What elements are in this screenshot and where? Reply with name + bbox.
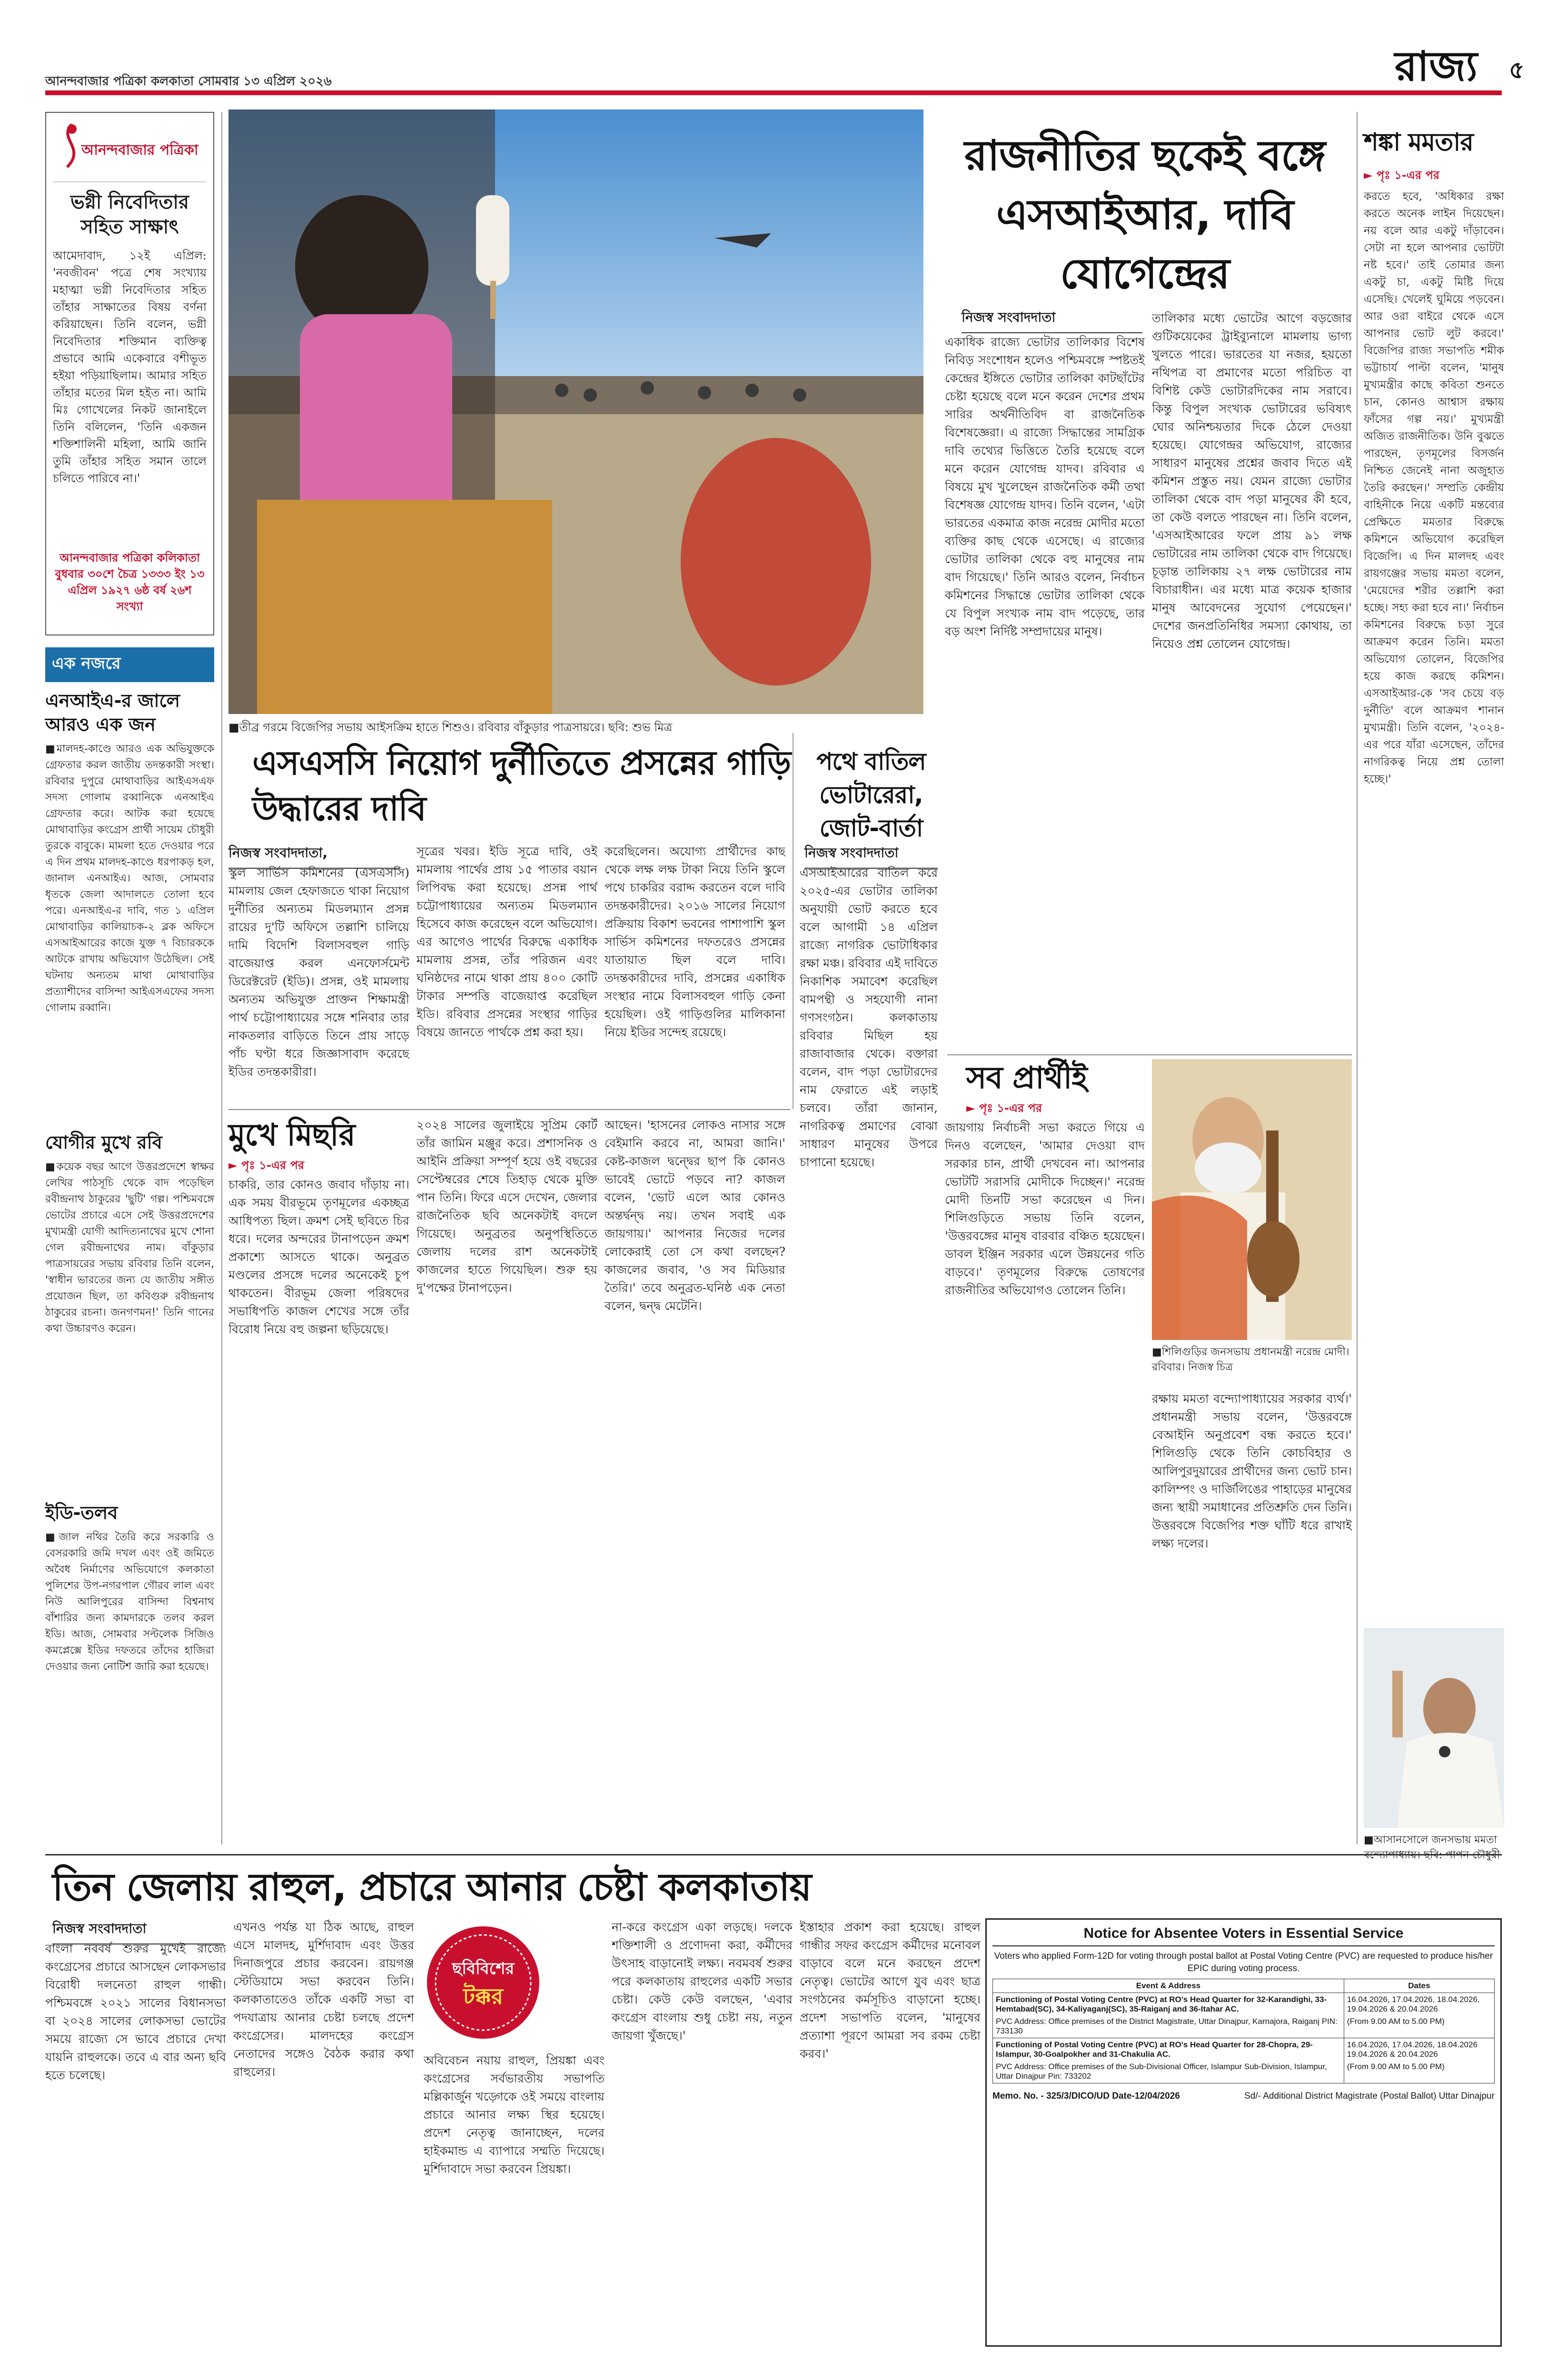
ssc-headline: এসএসসি নিয়োগ দুর্নীতিতে প্রসন্নের গাড়ি উদ্ধারের দাবি: [252, 744, 791, 828]
notice-title: Notice for Absentee Voters in Essential Service: [992, 1925, 1495, 1946]
mukhe-col-3: আছেন। 'হাসনের লোকও নাসার সঙ্গে বেইমানি করবে না, আমরা জানি।' কেষ্ট-কাজল দ্বন্দ্বের ছাপ কি কোনও ভাবেই ভোটে পড়বে না? কাজল বলেন, 'ভোট এলে আর কোনও অন্তর্দ্বন্দ্ব নয়। তখন সবাই এক জায়গায়।' আপনার নিজের দলের লোকেরাই তো সে কথা বলছেন? কাজলের জবাব, 'ও সব মিডিয়ার তৈরি।' তবে অনুব্রত-ঘনিষ্ঠ এক নেতা বলেন, দ্বন্দ্ব মেটেনি।: [605, 1118, 785, 1313]
section-logo: [1395, 45, 1499, 88]
bottom-badge: [424, 1923, 543, 2042]
notice-col-event: Event & Address: [993, 1979, 1344, 1993]
mamata-photo: [1364, 1628, 1504, 1828]
shanka-continuation: ► পৃঃ ১-এর পর: [1364, 169, 1440, 182]
mukhe-col-2: ২০২৪ সালের জুলাইয়ে সুপ্রিম কোর্ট তাঁর জামিন মঞ্জুর করে। প্রশাসনিক ও আইনি প্রক্রিয়া সম্পূর্ণ হয়ে ওই বছরের সেপ্টেম্বরের শেষে তিহাড় থেকে মুক্তি পান তিনি। ফিরে এসে দেখেন, জেলার রাজনৈতিক ছবি অনেকটাই বদলে গিয়েছে। অনুব্রতর অনুপস্থিতিতে জেলায় দলের রাশ অনেকটাই কাজলের হাতে গিয়েছিল। শুরু হয় দু'পক্ষের টানাপড়েন।: [416, 1118, 597, 1295]
bottom-headline: তিন জেলায় রাহুল, প্রচারে আনার চেষ্টা কলকাতায়: [52, 1865, 812, 1909]
badge-line-2: টক্কর: [463, 1983, 504, 2009]
main-photo-caption: ■তীব্র গরমে বিজেপির সভায় আইসক্রিম হাতে শিশুও। রবিবার বাঁকুড়ার পাত্রসায়রে। ছবি: শুভ মিত্র: [228, 721, 673, 734]
lead-right-divider: [1357, 112, 1358, 1844]
modi-caption: ■শিলিগুড়ির জনসভায় প্রধানমন্ত্রী নরেন্দ্র মোদী। রবিবার। নিজস্ব চিত্র: [1152, 1346, 1349, 1373]
notice-row2-time: (From 9.00 AM to 5.00 PM): [1347, 2062, 1445, 2071]
sidebar-divider: [221, 112, 222, 1844]
modi-photo: [1152, 1059, 1352, 1340]
ssc-col-1: স্কুল সার্ভিস কমিশনের (এসএসসি) মামলায় জেল হেফাজতে থাকা নিয়োগ দুর্নীতির অন্যতম মিডলম্যান প্রসন্ন রায়ের দু'টি অফিসে তল্লাশি চালিয়ে দামি বিদেশি বিলাসবহুল গাড়ি বাজেয়াপ্ত করল এনফোর্সমেন্ট ডিরেক্টরেট (ইডি)। প্রসন্ন, ওই মামলায় অন্যতম অভিযুক্ত প্রাক্তন শিক্ষামন্ত্রী পার্থ চট্টোপাধ্যায়ের সঙ্গে শনিবার তার নাকতলার বাড়িতে তিনে প্রায় সাড়ে পাঁচ ঘণ্টা ধরে জিজ্ঞাসাবাদ করেছে ইডির তদন্তকারীরা।: [228, 866, 409, 1079]
ssc-byline: নিজস্ব সংবাদদাতা,: [228, 843, 400, 869]
ssc-col-2: সূত্রের খবর। ইডি সূত্রে দাবি, ওই মামলায় পার্থের প্রায় ১৫ পাতার বয়ান লিপিবদ্ধ করা হয়েছে। প্রসন্ন পার্থ চট্টোপাধ্যায়ের অন্যতম মিডলম্যান হিসেবে কাজ করেছেন বলে অভিযোগ। এর আগেও পার্থের বিরুদ্ধে একাধিক মামলায় প্রসন্ন, তাঁর পরিজন এবং ঘনিষ্ঠদের নামে থাকা প্রায় ৪০০ কোটি টাকার সম্পত্তি বাজেয়াপ্ত করেছিল ইডি। রবিবার প্রসন্নের সংস্থার গাড়ির বিষয়ে জানতে পার্থকে প্রশ্ন করা হয়।: [416, 844, 597, 1039]
archive-logo: [53, 119, 207, 182]
notice-row1-address: PVC Address: Office premises of the District Magistrate, Uttar Dinajpur, Karnajora, Raiganj PIN: 733130: [996, 2017, 1338, 2035]
dateline: আনন্দবাজার পত্রিকা কলকাতা সোমবার ১৩ এপ্রিল ২০২৬: [45, 74, 332, 89]
notice-row: [993, 2038, 1495, 2083]
pothe-headline: পথে বাতিল ভোটারেরা, জোট-বার্তা: [816, 748, 926, 842]
shanka-body: করতে হবে, 'অধিকার রক্ষা করতে অনেক লাইন দিয়েছেন। নয় বলে আর একটু দাঁড়াবেন। সেটা না হলে আপনার ভোটটা নষ্ট হবে।' তাই তোমার জন্য একটু চা, একটু মিষ্টি দিয়ে এসেছি। খেলেই ঘুমিয়ে পড়বেন। আর ওরা বাইরে থেকে এসে আপনার ভোট লুট করবে।' বিজেপির রাজ্য সভাপতি শমীক ভট্টাচার্য পাল্টা বলেন, 'মানুষ মুখ্যমন্ত্রীর কাছে কবিতা শুনতে চান, কোনও আশ্বাস রক্ষায় ফাঁসের গল্প নয়।' মুখ্যমন্ত্রী অজিত রাজনীতিক। উনি বুঝতে পারছেন, তৃণমূলের বিসর্জন নিশ্চিত জেনেই নানা অজুহাত তৈরি করছেন।' সম্প্রতি কেন্দ্রীয় বাহিনীকে নিয়ে একটি মন্তব্যের প্রেক্ষিতে মমতার বিরুদ্ধে কমিশনে অভিযোগ করেছিল বিজেপি। এ দিন মালদহ এবং রায়গঞ্জের সভায় মমতা বলেন, 'মেয়েদের শরীর তল্লাশি করা হচ্ছে। সহ্য করা হবে না।' নির্বাচন কমিশনের বিরুদ্ধে চড়া সুরে আক্রমণ করেন তিনি। মমতা অভিযোগ তোলেন, বিজেপির হয়ে কাজ করছে কমিশন। এসআইআর-কে 'সব চেয়ে বড় দুর্নীতি' বলে আক্রমণ শানান মুখ্যমন্ত্রী। তিনি বলেন, '২০২৪-এর পরে যাঁরা এসেছেন, তাঁদের নাগরিকত্ব নিয়ে প্রশ্ন তোলা হচ্ছে।': [1364, 190, 1504, 785]
mamata-caption: ■আসানসোলে জনসভায় মমতা: [1364, 1834, 1497, 1846]
notice-intro: Voters who applied Form-12D for voting through postal ballot at Postal Voting Centre (PVC) are requested to produce his/her EPIC during voting process.: [994, 1951, 1493, 1973]
main-photo: [228, 109, 923, 714]
ssc-col-3: করেছিলেন। অযোগ্য প্রার্থীদের কাছ থেকে লক্ষ লক্ষ টাকা নিয়ে তিনি স্কুলে পথে চাকরির বরাদ্দ করতেন বলে দাবি তদন্তকারীদের। ২০১৬ সালের নিয়োগ প্রক্রিয়ায় বিকাশ ভবনের পাশাপাশি স্কুল সার্ভিস কমিশনের দফতরেও প্রসন্নের যাতায়াত ছিল বলে দাবি। তদন্তকারীদের দাবি, প্রসন্নের একাধিক সংস্থার নামে বিলাসবহুল গাড়ি কেনা হয়েছিল। ওই গাড়িগুলির মালিকানা নিয়ে ইডির সন্দেহ রয়েছে।: [605, 844, 785, 1039]
bottom-top-rule: [45, 1854, 1502, 1855]
lead-byline: নিজস্ব সংবাদদাতা: [962, 307, 1142, 333]
sob-continuation: ► পৃঃ ১-এর পর: [966, 1101, 1042, 1115]
sob-col-1: জায়গায় নির্বাচনী সভা করতে গিয়ে এ দিনও বলেছেন, 'আমার দেওয়া বাদ সরকার চান, প্রার্থী দেখবেন না। আপনার ভোটটি সরাসরি মোদীকে দিচ্ছেন।' নরেন্দ্র মোদী তিনটি সভা করেছেন এ দিন। শিলিগুড়িতে সভায় তিনি বলেন, 'উত্তরবঙ্গের মানুষ বারবার বঞ্চিত হয়েছেন। ডাবল ইঞ্জিন সরকার এলে উন্নয়নের গতি বাড়বে।' তৃণমূলের বিরুদ্ধে তোষণের রাজনীতির অভিযোগও তোলেন তিনি।: [945, 1121, 1145, 1297]
masthead-red-rule: [45, 90, 1502, 95]
bottom-col-5: ইস্তাহার প্রকাশ করা হয়েছে। রাহুল গান্ধীর সফর কংগ্রেস কর্মীদের মনোবল বাড়াবে বলে মনে করছেন প্রদেশ নেতৃত্ব। ভোটের আগে যুব এবং ছাত্র সংগঠনের কর্মসূচিও বাড়ানো হচ্ছে। প্রদেশ সভাপতি বলেন, 'মানুষের প্রত্যাশা পূরণে আমরা সব রকম চেষ্টা করব।': [800, 1920, 981, 2061]
notice-row1-time: (From 9.00 AM to 5.00 PM): [1347, 2017, 1445, 2026]
badge-line-1: ছবিবিশের: [452, 1959, 515, 1978]
notice-row2-dates: 16.04.2026, 17.04.2026, 18.04.2026 19.04.2026 & 20.04.2026: [1347, 2040, 1478, 2059]
notice-memo: Memo. No. - 325/3/DICO/UD Date-12/04/2026: [992, 2091, 1180, 2101]
lead-headline: রাজনীতির ছকেই বঙ্গে এসআইআর, দাবি যোগেন্দ্রের: [964, 131, 1325, 298]
notice-row: [993, 1993, 1495, 2038]
bottom-col-4: না-করে কংগ্রেস একা লড়ছে। দলকে শক্তিশালী ও প্রণোদনা করা, কর্মীদের উৎসাহ বাড়ানোই লক্ষ্য। নবমবর্ষ শুরুর পরে কলকাতায় রাহুলের একটি সভার চেষ্টা। কেউ কেউ বলছেন, 'এবার কংগ্রেস বাংলায় শুধু চেষ্টা নয়, নতুন জায়গা খুঁজছে।': [612, 1920, 793, 2043]
item2-title: যোগীর মুখে রবি: [45, 1132, 162, 1153]
notice-row1-dates: 16.04.2026, 17.04.2026, 18.04.2026, 19.04.2026 & 20.04.2026: [1347, 1995, 1480, 2013]
notice-row2-address: PVC Address: Office premises of the Sub-Divisional Officer, Islampur Sub-Division, Islampur, Uttar Dinajpur Pin: 733202: [996, 2062, 1327, 2081]
notice-box: [985, 1918, 1502, 2347]
lead-col-2: তালিকার মধ্যে ভোটের আগে বড়জোর গুটিকয়েকের ট্রাইব্যুনালে মামলায় ভাগ্য খুলতে পারে। ভারতের যা নজর, হয়তো নথিপত্র বা প্রমাণের মতো পরিচিত বা বিশিষ্ট কেউ ভোটারদিকের নাম সরাবে। কিন্তু বিপুল সংখ্যক ভোটারের ভবিষ্যৎ ঘোর অনিশ্চয়তার দিকে ঠেলে দেওয়া হয়েছে। যোগেন্দ্রর অভিযোগ, রাজ্যের সাধারণ মানুষের প্রশ্নের জবাব দিতে এই কমিশন প্রস্তুত নয়। যেমন রাজ্যে ভোটার তালিকা থেকে বাদ পড়া মানুষের কী হবে, তা কেউ বলতে পারছেন না। তিনি বলেন, 'এসআইআরের ফলে প্রায় ৯১ লক্ষ ভোটারের নাম তালিকা থেকে বাদ গিয়েছে। চূড়ান্ত তালিকায় ২৭ লক্ষ ভোটারের নাম বিচারাধীন। এর মধ্যে মাত্র কয়েক হাজার মানুষ আবেদনের সুযোগ পেয়েছেন।' দেশের জনপ্রতিনিধির সমস্যা কোথায়, তা নিয়েও প্রশ্ন তোলেন যোগেন্দ্র।: [1152, 311, 1352, 651]
main-photo-scene: [228, 109, 923, 714]
mukhe-continuation: ► পৃঃ ১-এর পর: [228, 1159, 305, 1172]
ek-najore-panel: [45, 647, 214, 1847]
notice-table: [992, 1979, 1495, 2083]
bottom-byline: নিজস্ব সংবাদদাতা: [52, 1918, 224, 1944]
sob-headline: সব প্রার্থীই: [966, 1061, 1087, 1096]
item3-body: ■জাল নথির তৈরি করে সরকারি ও বেসরকারি জমি দখল এবং ওই জমিতে অবৈধ নির্মাণের অভিযোগে কলকাতা পুলিশের উপ-নগরপাল গৌরব লাল এবং নিউ আলিপুরের বাসিন্দা বিশ্বনাথ বাঁশারির জন্য কামদারকে তলব করল ইডি। আজ, সোমবার সল্টলেক সিজিও কমপ্লেক্সে ইডির দফতরে তাঁদের হাজিরা দেওয়ার জন্য নোটিশ জারি করা হয়েছে।: [45, 1531, 214, 1673]
notice-col-dates: Dates: [1344, 1979, 1494, 1993]
notice-row1-event: Functioning of Postal Voting Centre (PVC) at RO's Head Quarter for 32-Karandighi, 33-Hemtabad(SC), 34-Kaliyaganj(SC), 35-Raiganj and 36-Itahar AC.: [996, 1995, 1327, 2013]
page-number: ৫: [1509, 56, 1525, 84]
pothe-byline: নিজস্ব সংবাদদাতা: [804, 843, 938, 869]
archive-logo-text: আনন্দবাজার পত্রিকা: [81, 142, 198, 159]
shanka-headline: শঙ্কা মমতার: [1364, 128, 1473, 157]
item1-body: ■মালদহ-কাণ্ডে আরও এক অভিযুক্তকে গ্রেফতার করল জাতীয় তদন্তকারী সংস্থা। রবিবার দুপুরে মোথাবাড়ির আইএসএফ সদস্য গোলাম রব্বানিকে এনআইএ গ্রেফতার করে। আটক করা হয়েছে মোথাবাড়ির কংগ্রেস প্রার্থী সায়েম চৌধুরী তুরকে বাবুকে। মামলা হতে দেওয়ার পরে এ দিন প্রথম মালদহ-কাণ্ডে ধরপাকড় হল, জানাল এনআইএ। আজ, সোমবার ধৃতকে জেলা আদালতে তোলা হবে পরে। এনআইএ-র দাবি, গত ১ এপ্রিল মোথাবাড়ির কালিয়াচক-২ ব্লক অফিসে এসআইআরের কাজে যুক্ত ৭ বিচারককে আটকে রাখায় অভিযোগ উঠেছিল। সেই ঘটনায় অন্যতম মাথা মোথাবাড়ির প্রত্যাশীদের বাসিন্দা আইএসএফের সদস্য গোলাম রব্বানি।: [45, 743, 214, 1014]
archive-title: ভগ্নী নিবেদিতার সহিত সাক্ষাৎ: [70, 191, 189, 238]
pothe-body: এসআইআরের বাতিল করে ২০২৫-এর ভোটার তালিকা অনুযায়ী ভোট করতে হবে বলে আগামী ১৪ এপ্রিল রাজ্যে নাগরিক ভোটাধিকার রক্ষা মঞ্চ। রবিবার এই দাবিতে নিকাশিক সমাবেশ করেছিল বামপন্থী ও সহযোগী নানা গণসংগঠন। কলকাতায় রবিবার মিছিল হয় রাজাবাজার থেকে। বক্তারা বলেন, বাদ পড়া ভোটারদের নাম ফেরাতে এই লড়াই চলবে। তাঁরা জানান, নাগরিকত্ব প্রমাণের বোঝা সাধারণ মানুষের উপরে চাপানো হয়েছে।: [800, 866, 938, 1169]
modi-photo-scene: [1152, 1059, 1352, 1340]
archive-box: [45, 112, 214, 635]
notice-signature: Sd/- Additional District Magistrate (Postal Ballot) Uttar Dinajpur: [1244, 2091, 1495, 2101]
ek-najore-label: এক নজরে: [45, 647, 214, 682]
item2-body: ■কয়েক বছর আগে উত্তরপ্রদেশে স্বাক্ষর লেখির পাঠসূচি থেকে বাদ পড়েছিল রবীন্দ্রনাথ ঠাকুরের 'ছুটি' গল্প। পশ্চিমবঙ্গে ভোটের প্রচারে এসে সেই উত্তরপ্রদেশের মুখ্যমন্ত্রী যোগী আদিত্যনাথের মুখে শোনা গেল রবীন্দ্রনাথের নাম। বাঁকুড়ার পাত্রসায়রের সভায় রবিবার তিনি বলেন, 'স্বাধীন ভারতের জন্য যে জাতীয় সঙ্গীত প্রয়োজন ছিল, তা কবিগুরু রবীন্দ্রনাথ ঠাকুরের রচনা। জনগণমন!' তিনি গানের কথা উচ্চারণও করেন।: [45, 1161, 214, 1335]
mukhe-col-1: চাকরি, তার কোনও জবাব দাঁড়ায় না। এক সময় বীরভূমে তৃণমূলের একচ্ছত্র আধিপত্য ছিল। ক্রমশ সেই ছবিতে চির ধরে। দলের অন্দরের টানাপড়েন ক্রমশ প্রকাশ্যে আসতে থাকে। অনুব্রত মণ্ডলের প্রসঙ্গে দলের অনেকেই চুপ থাকতেন। বীরভূম জেলা পরিষদের সভাধিপতি কাজল শেখের সঙ্গে তাঁর বিরোধ নিয়ে বহু জল্পনা ছড়িয়েছে।: [228, 1178, 409, 1336]
bottom-col-3: অবিবেচন নয়ায় রাহুল, প্রিয়ঙ্কা এবং কংগ্রেসের সর্বভারতীয় সভাপতি মল্লিকার্জুন খড়্গেকে ওই সময়ে বাংলায় প্রচারে আনার লক্ষ্য স্থির হয়েছে। প্রদেশ নেতৃত্ব জানাচ্ছেন, দলের হাইকমান্ড এ ব্যাপারে সম্মতি দিয়েছে। মুর্শিদাবাদে সভা করবেন প্রিয়ঙ্কা।: [424, 2053, 605, 2176]
lead-col-1: একাধিক রাজ্যে ভোটার তালিকার বিশেষ নিবিড় সংশোধন হলেও পশ্চিমবঙ্গে স্পষ্টতই কেন্দ্রের ইঙ্গিতে ভোটার তালিকা কাটছাঁটের চেষ্টা হয়েছে বলে মনে করেন দেশের প্রথম সারির অর্থনীতিবিদ বা রাজনৈতিক বিশেষজ্ঞেরা। এ রাজ্যে সিদ্ধান্তের সামগ্রিক দাবি তথ্যের ভিত্তিতে তৈরি হয়েছে বলে মনে করেন যোগেন্দ্র যাদব। রবিবার এ বিষয়ে মুখ খুলেছেন রাজনৈতিক কর্মী তথা বিশেষজ্ঞ যোগেন্দ্র যাদব। তিনি বলেন, 'এটা ভারতের একমাত্র কাজ নরেন্দ্র মোদীর মতো ব্যক্তির কাছ থেকে এসেছে। এ রাজ্যের ভোটার তালিকা থেকে বহু মানুষের নাম বাদ গিয়েছে।' তিনি আরও বলেন, নির্বাচন কমিশনের সিদ্ধান্তে ভোটার তালিকা থেকে যে বিপুল সংখ্যক নাম বাদ পড়েছে, তার বড় অংশ নির্দিষ্ট সম্প্রদায়ের মানুষ।: [945, 335, 1145, 638]
mamata-photo-scene: [1364, 1628, 1504, 1828]
bottom-col-1: বাংলা নববর্ষ শুরুর মুখেই রাজ্যে কংগ্রেসের প্রচারে আসছেন লোকসভার বিরোধী দলনেতা রাহুল গান্ধী। পশ্চিমবঙ্গে ২০২১ সালের বিধানসভা বা ২০২৪ সালের লোকসভা ভোটের সময়ে রাজ্যে সে ভাবে প্রচারে দেখা যায়নি রাহুলকে। তবে এ বার অন্য ছবি হতে চলেছে।: [45, 1942, 226, 2082]
mukhe-top-rule: [228, 1109, 790, 1110]
item3-title: ইডি-তলব: [45, 1502, 118, 1523]
mukhe-headline: মুখে মিছরি: [228, 1118, 355, 1153]
bottom-col-2: এখনও পর্যন্ত যা ঠিক আছে, রাহুল এসে মালদহ, মুর্শিদাবাদ এবং উত্তর দিনাজপুরে প্রচার করবেন। রায়গঞ্জ স্টেডিয়ামে সভা করবেন তিনি। কলকাতাতেও তাঁকে একটি সভা বা পদযাত্রায় আনার চেষ্টা চলছে প্রদেশ কংগ্রেসের। মালদহের কংগ্রেস নেতাদের সঙ্গেও বৈঠক করার কথা রাহুলের।: [233, 1920, 414, 2079]
archive-footer: আনন্দবাজার পত্রিকা কলিকাতা বুধবার ৩০শে চৈত্র ১৩৩৩ ইং ১৩ এপ্রিল ১৯২৭ ৬ষ্ঠ বর্ষ ২৬শ সংখ্যা: [55, 551, 205, 613]
section-title: রাজ্য: [1395, 43, 1478, 90]
notice-row2-event: Functioning of Postal Voting Centre (PVC) at RO's Head Quarter for 28-Chopra, 29-Islampur, 30-Goalpokher and 31-Chakulia AC.: [996, 2040, 1313, 2059]
archive-body: আমেদাবাদ, ১২ই এপ্রিল: 'নবজীবন' পত্রে শেষ সংখ্যায় মহাত্মা ভগ্নী নিবেদিতার সহিত তাঁহার সাক্ষাতের বিষয় বর্ণনা করিয়াছেন। তিনি বলেন, ভগ্নী নিবেদিতার শক্তিমান ব্যক্তিত্ব প্রভাবে আমি একেবারে বশীভূত হইয়া পড়িয়াছিলাম। আমার সহিত তাঁহার মতের মিল হইত না। আমি মিঃ গোখেলের নিকট জানাইলে তিনি বলিলেন, 'তিনি একজন শক্তিশালিনী মহিলা, আমি জানি তুমি তাঁহার সহিত সমান তালে চলিতে পারিবে না।': [53, 249, 207, 485]
sob-top-rule: [947, 1054, 1352, 1055]
item1-title: এনআইএ-র জালে আরও এক জন: [45, 690, 180, 735]
sob-col-2: রক্ষায় মমতা বন্দ্যোপাধ্যায়ের সরকার ব্যর্থ।' প্রধানমন্ত্রী সভায় বলেন, 'উত্তরবঙ্গে বেআইনি অনুপ্রবেশ বন্ধ করতে হবে।' শিলিগুড়ি থেকে তিনি কোচবিহার ও আলিপুরদুয়ারের প্রার্থীদের জন্য ভোট চান। কালিম্পং ও দার্জিলিঙের পাহাড়ের মানুষের জন্য স্থায়ী সমাধানের প্রতিশ্রুতি দেন তিনি। উত্তরবঙ্গে বিজেপির শক্ত ঘাঁটি ধরে রাখাই লক্ষ্য দলের।: [1152, 1392, 1352, 1550]
